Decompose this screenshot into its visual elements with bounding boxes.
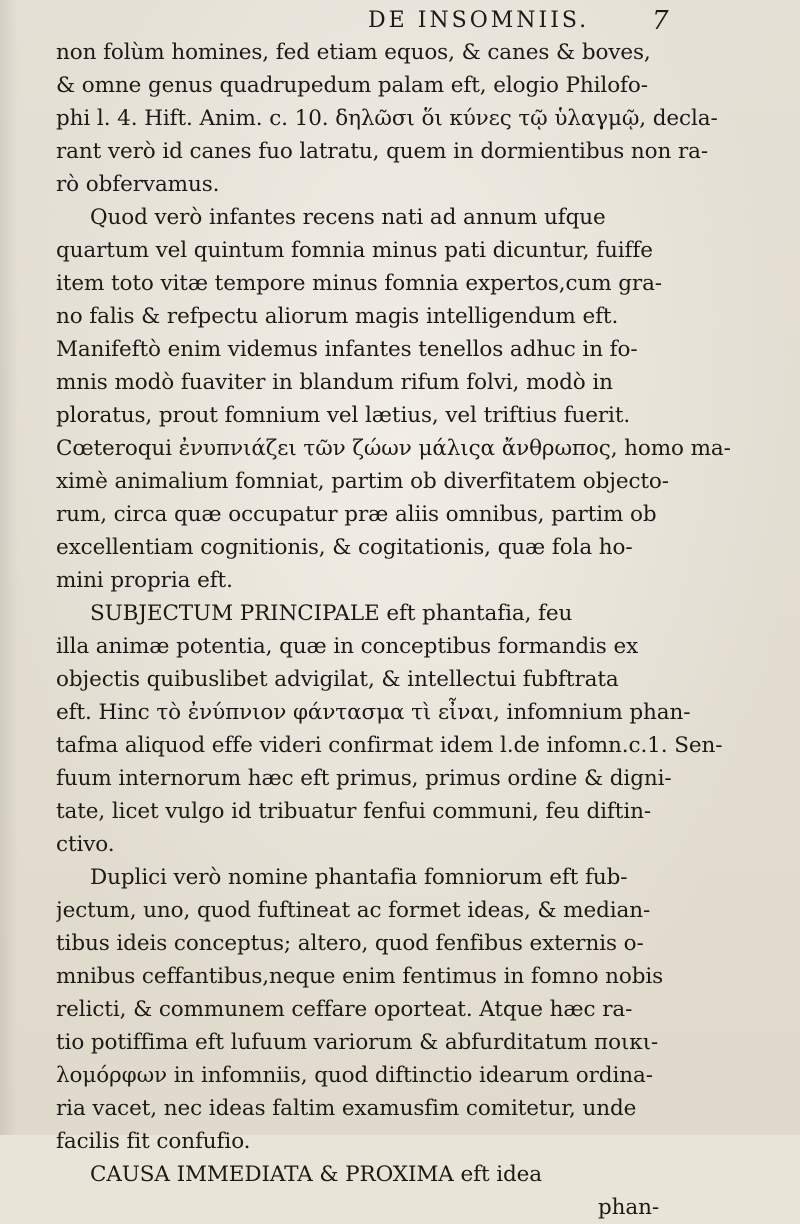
text-line: mnibus ceffantibus,neque enim fentimus in fomno nobis: [56, 964, 664, 989]
text-line: tafma aliquod effe videri confirmat idem l.de infomn.c.1. Sen-: [56, 733, 723, 758]
page-header: [0, 8, 800, 36]
text-line: ctivo.: [56, 832, 115, 857]
text-line: ximè animalium fomniat, partim ob diverfitatem objecto-: [56, 469, 669, 494]
text-line: facilis fit confufio.: [56, 1129, 251, 1154]
text-line: ploratus, prout fomnium vel lætius, vel triftius fuerit.: [56, 403, 631, 428]
text-line: ria vacet, nec ideas faltim examusfim comitetur, unde: [56, 1096, 637, 1121]
text-line: excellentiam cognitionis, & cogitationis, quæ fola ho-: [56, 535, 633, 560]
text-line: tio potiffima eft lufuum variorum & abfurditatum ποικι-: [56, 1030, 659, 1055]
text-line: CAUSA IMMEDIATA & PROXIMA eft idea: [90, 1162, 542, 1187]
catchword: phan-: [598, 1195, 660, 1220]
text-line: & omne genus quadrupedum palam eft, elogio Philofo-: [56, 73, 648, 98]
gutter-shadow: [0, 0, 18, 1135]
text-line: Quod verò infantes recens nati ad annum ufque: [90, 205, 606, 230]
text-line: tate, licet vulgo id tribuatur fenfui communi, feu diftin-: [56, 799, 652, 824]
page-number: 7: [652, 6, 669, 36]
text-line: objectis quibuslibet advigilat, & intellectui fubftrata: [56, 667, 619, 692]
text-line: mini propria eft.: [56, 568, 233, 593]
text-line: eft. Hinc τὸ ἐνύπνιον φάντασμα τὶ εἶναι, infomnium phan-: [56, 700, 691, 725]
text-line: Cœteroqui ἐνυπνιάζει τῶν ζώων μάλιςα ἄνθρωπος, homo ma-: [56, 436, 731, 461]
text-line: illa animæ potentia, quæ in conceptibus formandis ex: [56, 634, 639, 659]
text-line: rant verò id canes fuo latratu, quem in dormientibus non ra-: [56, 139, 709, 164]
running-head: DE INSOMNIIS.: [368, 8, 590, 33]
text-line: item toto vitæ tempore minus fomnia expertos,cum gra-: [56, 271, 662, 296]
text-line: relicti, & communem ceffare oporteat. Atque hæc ra-: [56, 997, 633, 1022]
text-line: mnis modò fuaviter in blandum rifum folvi, modò in: [56, 370, 613, 395]
text-line: quartum vel quintum fomnia minus pati dicuntur, fuiffe: [56, 238, 653, 263]
text-line: no falis & refpectu aliorum magis intelligendum eft.: [56, 304, 619, 329]
text-line: Duplici verò nomine phantafia fomniorum eft fub-: [90, 865, 628, 890]
text-line: rum, circa quæ occupatur præ aliis omnibus, partim ob: [56, 502, 657, 527]
text-line: non folùm homines, fed etiam equos, & canes & boves,: [56, 40, 651, 65]
text-line: jectum, uno, quod fuftineat ac formet ideas, & median-: [56, 898, 651, 923]
text-line: rò obfervamus.: [56, 172, 220, 197]
text-line: Manifeftò enim videmus infantes tenellos adhuc in fo-: [56, 337, 638, 362]
body-text: [56, 36, 760, 1224]
text-line: SUBJECTUM PRINCIPALE eft phantafia, feu: [90, 601, 573, 626]
text-line: λομόρφων in infomniis, quod diftinctio idearum ordina-: [56, 1063, 653, 1088]
text-line: tibus ideis conceptus; altero, quod fenfibus externis o-: [56, 931, 644, 956]
text-line: phi l. 4. Hift. Anim. c. 10. δηλῶσι ὅι κύνες τῷ ὑλαγμῷ, decla-: [56, 106, 718, 131]
text-line: fuum internorum hæc eft primus, primus ordine & digni-: [56, 766, 672, 791]
